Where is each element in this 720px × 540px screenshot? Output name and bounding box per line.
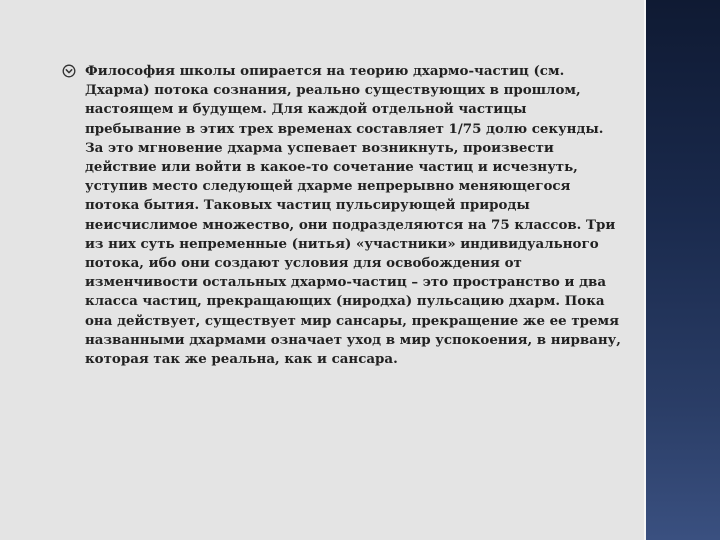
- bullet-item: [62, 62, 626, 369]
- side-decor-panel: [646, 0, 720, 540]
- bullet-text: Философия школы опирается на теорию дхармо-частиц (см. Дхарма) потока сознания, реально существующих в прошлом, настоящем и будущем. Для каждой отдельной частицы пребывание в этих трех временах составляет 1/75 долю секунды. За это мгновение дхарма успевает возникнуть, произвести действие или войти в какое-то сочетание частиц и исчезнуть, уступив место следующей дхарме непрерывно меняющегося потока бытия. Таковых частиц пульсирующей природы неисчислимое множество, они подразделяются на 75 классов. Три из них суть непременные (нитья) «участники» индивидуального потока, ибо они создают условия для освобождения от изменчивости остальных дхармо-частиц – это пространство и два класса частиц, прекращающих (ниродха) пульсацию дхарм. Пока она действует, существует мир сансары, прекращение же ее тремя названными дхармами означает уход в мир успокоения, в нирвану, которая так же реальна, как и сансара.: [85, 63, 621, 368]
- circled-chevron-icon: [62, 64, 76, 78]
